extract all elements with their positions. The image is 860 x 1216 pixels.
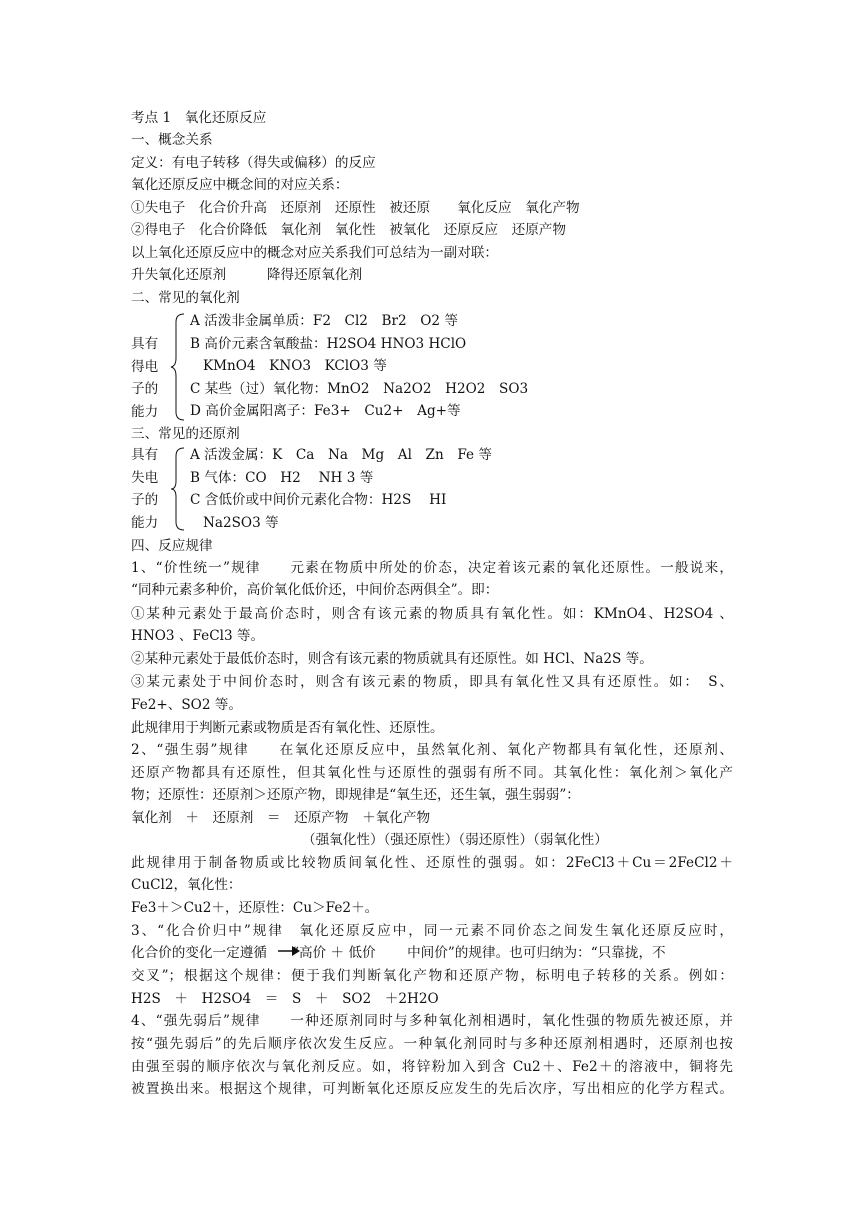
side-label-line: 具有 [131, 336, 159, 352]
couplet-line: 升失氧化还原剂 降得还原氧化剂 [131, 267, 363, 283]
list-item: A 活泼金属：K Ca Na Mg Al Zn Fe 等 [190, 447, 492, 463]
rule-1-text: “同种元素多种价，高价氧化低价还，中间价态两俱全”。即： [131, 582, 499, 598]
rule-3-text: 交叉”；根据这个规律：便于我们判断氧化产物和还原产物，标明电子转移的关系。例如： [131, 968, 733, 984]
side-label-line: 子的 [131, 492, 159, 509]
list-item: B 气体：CO H2 NH 3 等 [190, 469, 374, 486]
list-item: B 高价元素含氧酸盐：H2SO4 HNO3 HClO [190, 335, 467, 352]
rule-2-text: 还原产物都具有还原性，但其氧化性与还原性的强弱有所不同。其氧化性：氧化剂＞氧化产 [131, 765, 733, 781]
list-item: A 活泼非金属单质：F2 Cl2 Br2 O2 等 [190, 313, 458, 329]
list-item: C 含低价或中间价元素化合物：H2S HI [190, 492, 447, 509]
section-2-heading: 二、常见的氧化剂 [131, 290, 240, 306]
list-item: KMnO4 KNO3 KClO3 等 [190, 358, 387, 375]
side-label-line: 得电 [131, 358, 159, 375]
summary-line: 以上氧化还原反应中的概念对应关系我们可总结为一副对联： [131, 245, 499, 261]
rule-4-text: 由强至弱的顺序依次与氧化剂反应。如，将锌粉加入到含 Cu2＋、Fe2＋的溶液中，铜将先 [131, 1059, 733, 1075]
rule-4-text: 被置换出来。根据这个规律，可判断氧化还原反应发生的先后次序，写出相应的化学方程式。 [131, 1081, 733, 1097]
reductant-list [190, 444, 492, 534]
rule-1-text: 1、“价性统一”规律 元素在物质中所处的价态，决定着该元素的氧化还原性。一般说来， [131, 560, 733, 576]
list-item: D 高价金属阳离子：Fe3+ Cu2+ Ag+等 [190, 403, 461, 420]
rule-3-text: 3、“化合价归中”规律 氧化还原反应中，同一元素不同价态之间发生氧化还原反应时， [131, 923, 733, 939]
rule-2-text: 2、“强生弱”规律 在氧化还原反应中，虽然氧化剂、氧化产物都具有氧化性，还原剂、 [131, 742, 733, 758]
page-title: 考点 1 氧化还原反应 [131, 110, 267, 126]
concept-row-2: ②得电子 化合价降低 氧化剂 氧化性 被氧化 还原反应 还原产物 [131, 222, 566, 238]
side-label-line: 具有 [131, 447, 159, 463]
rule-1-text: Fe2+、SO2 等。 [131, 697, 242, 713]
rule-2-equation: 氧化剂 ＋ 还原剂 ＝ 还原产物 ＋氧化产物 [131, 810, 431, 826]
rule-1-text: ①某种元素处于最高价态时，则含有该元素的物质具有氧化性。如：KMnO4、H2SO4 、 [131, 606, 733, 622]
side-label-line: 失电 [131, 469, 159, 486]
definition-line: 定义：有电子转移（得失或偏移）的反应 [131, 155, 376, 171]
reductant-brace [170, 446, 188, 532]
rule-2-text: 物；还原性：还原剂＞还原产物，即规律是“氧生还，还生氧，强生弱弱”： [131, 787, 580, 803]
rule-2-annotation: （强氧化性）（强还原性）（弱还原性）（弱氧化性） [302, 832, 608, 848]
list-item: C 某些（过）氧化物：MnO2 Na2O2 H2O2 SO3 [190, 380, 529, 397]
section-3-heading: 三、常见的还原剂 [131, 426, 240, 442]
rule-2-text: Fe3＋＞Cu2＋，还原性：Cu＞Fe2＋。 [131, 900, 379, 916]
oxidant-side-label [131, 333, 171, 423]
concept-intro: 氧化还原反应中概念间的对应关系： [131, 177, 349, 193]
rule-1-text: ③某元素处于中间价态时，则含有该元素的物质，即具有氧化性又具有还原性。如： S、 [131, 674, 733, 690]
rule-2-text: CuCl2，氧化性： [131, 877, 242, 893]
concept-row-1: ①失电子 化合价升高 还原剂 还原性 被还原 氧化反应 氧化产物 [131, 200, 580, 216]
section-1-heading: 一、概念关系 [131, 132, 213, 148]
rule-1-text: HNO3 、FeCl3 等。 [131, 628, 265, 644]
side-label-line: 能力 [131, 403, 159, 420]
rule-3-text-a: 化合价的变化一定遵循 [131, 945, 267, 961]
section-4-heading: 四、反应规律 [131, 538, 213, 554]
rule-1-text: 此规律用于判断元素或物质是否有氧化性、还原性。 [131, 720, 444, 736]
rule-3-equation: H2S ＋ H2SO4 ＝ S ＋ SO2 ＋2H2O [131, 991, 439, 1007]
list-item: Na2SO3 等 [190, 514, 279, 531]
rule-4-text: 按“强先弱后”的先后顺序依次发生反应。一种氧化剂同时与多种还原剂相遇时，还原剂也按 [131, 1036, 733, 1052]
oxidant-brace [170, 312, 188, 422]
rule-3-text-b: “高价 ＋ 低价 中间价”的规律。也可归纳为：“只靠拢，不 [292, 945, 666, 961]
rule-2-text: 此规律用于制备物质或比较物质间氧化性、还原性的强弱。如：2FeCl3＋Cu＝2FeCl2＋ [131, 855, 733, 871]
reductant-side-label [131, 444, 171, 534]
rule-4-text: 4、“强先弱后”规律 一种还原剂同时与多种氧化剂相遇时，氧化性强的物质先被还原，并 [131, 1013, 733, 1029]
oxidant-list [190, 310, 528, 423]
side-label-line: 子的 [131, 381, 159, 398]
side-label-line: 能力 [131, 514, 159, 531]
rule-1-text: ②某种元素处于最低价态时，则含有该元素的物质就具有还原性。如 HCl、Na2S 等。 [131, 651, 653, 667]
